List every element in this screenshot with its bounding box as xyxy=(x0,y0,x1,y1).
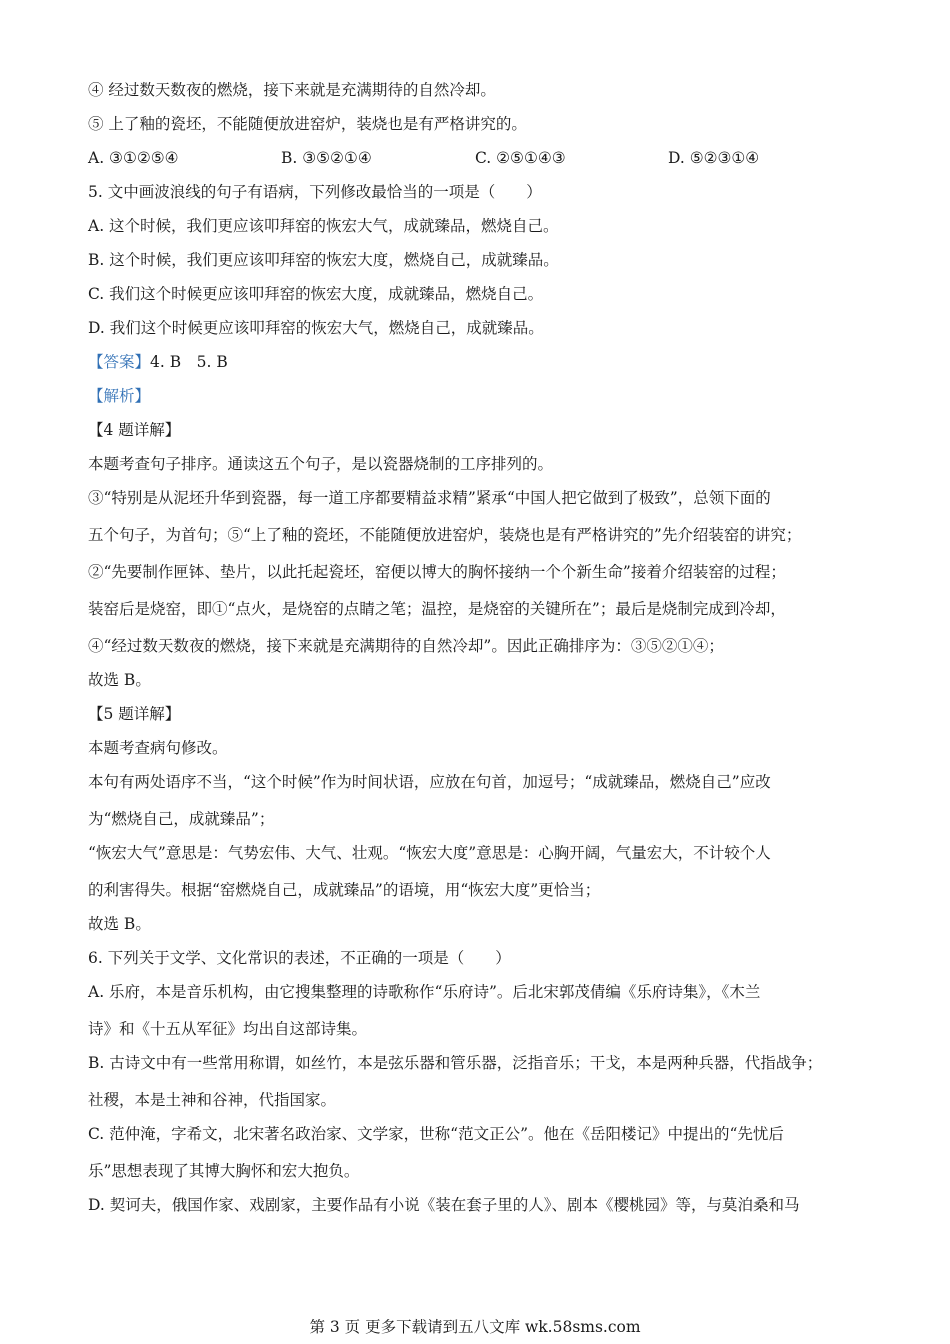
q5-detail-conclusion: 故选 B。 xyxy=(88,915,151,933)
analysis-tag: 【解析】 xyxy=(88,387,151,405)
q4-option-a: A. ③①②⑤④ xyxy=(88,149,179,167)
q6-option-c-cont: 乐”思想表现了其博大胸怀和宏大抱负。 xyxy=(88,1162,360,1180)
q4-option-d: D. ⑤②③①④ xyxy=(668,149,760,167)
q4-detail-line: ③“特别是从泥坯升华到瓷器，每一道工序都要精益求精”紧承“中国人把它做到了极致”，总领下面的 xyxy=(88,489,771,507)
q4-option-c: C. ②⑤①④③ xyxy=(475,149,566,167)
sentence-5: ⑤ 上了釉的瓷坯，不能随便放进窑炉，装烧也是有严格讲究的。 xyxy=(88,115,527,133)
q5-detail-line: “恢宏大气”意思是：气势宏伟、大气、壮观。“恢宏大度”意思是：心胸开阔，气量宏大，不计较个人 xyxy=(88,844,771,862)
q5-stem: 5. 文中画波浪线的句子有语病，下列修改最恰当的一项是（ ） xyxy=(88,183,542,201)
page-footer: 第 3 页 更多下载请到五八文库 wk.58sms.com xyxy=(309,1318,641,1336)
q4-detail-line: 五个句子，为首句；⑤“上了釉的瓷坯，不能随便放进窑炉，装烧也是有严格讲究的”先介绍装窑的讲究； xyxy=(88,526,802,544)
q5-option-d: D. 我们这个时候更应该叩拜窑的恢宏大气，燃烧自己，成就臻品。 xyxy=(88,319,544,337)
q5-detail-line: 本题考查病句修改。 xyxy=(88,739,228,757)
q4-detail-conclusion: 故选 B。 xyxy=(88,671,151,689)
q4-option-b: B. ③⑤②①④ xyxy=(281,149,372,167)
q4-detail-line: 装窑后是烧窑，即①“点火，是烧窑的点睛之笔；温控，是烧窑的关键所在”；最后是烧制完成到冷却， xyxy=(88,600,786,618)
q5-detail-line: 的利害得失。根据“窑燃烧自己，成就臻品”的语境，用“恢宏大度”更恰当； xyxy=(88,881,601,899)
answer-line xyxy=(88,351,228,373)
q6-option-b-cont: 社稷，本是土神和谷神，代指国家。 xyxy=(88,1091,337,1109)
q5-option-a: A. 这个时候，我们更应该叩拜窑的恢宏大气，成就臻品，燃烧自己。 xyxy=(88,217,559,235)
q6-option-d: D. 契诃夫，俄国作家、戏剧家，主要作品有小说《装在套子里的人》、剧本《樱桃园》等，与莫泊桑和马 xyxy=(88,1196,800,1214)
answer-tag: 【答案】 xyxy=(88,353,151,371)
answer-value: 4. B 5. B xyxy=(150,353,228,371)
q6-option-a-cont: 诗》和《十五从军征》均出自这部诗集。 xyxy=(88,1020,368,1038)
q4-detail-line: ②“先要制作匣钵、垫片，以此托起瓷坯，窑便以博大的胸怀接纳一个个新生命”接着介绍装窑的过程； xyxy=(88,563,786,581)
q5-option-b: B. 这个时候，我们更应该叩拜窑的恢宏大度，燃烧自己，成就臻品。 xyxy=(88,251,559,269)
q4-detail-line: 本题考查句子排序。通读这五个句子，是以瓷器烧制的工序排列的。 xyxy=(88,455,554,473)
q5-detail-heading: 【5 题详解】 xyxy=(88,705,181,723)
q6-option-a: A. 乐府，本是音乐机构，由它搜集整理的诗歌称作“乐府诗”。后北宋郭茂倩编《乐府诗集》，《木兰 xyxy=(88,983,761,1001)
q6-stem: 6. 下列关于文学、文化常识的表述，不正确的一项是（ ） xyxy=(88,949,511,967)
q5-detail-line: 为“燃烧自己，成就臻品”； xyxy=(88,810,275,828)
q6-option-b: B. 古诗文中有一些常用称谓，如丝竹，本是弦乐器和管乐器，泛指音乐；干戈，本是两种兵器，代指战争； xyxy=(88,1054,823,1072)
q5-detail-line: 本句有两处语序不当，“这个时候”作为时间状语，应放在句首，加逗号；“成就臻品，燃烧自己”应改 xyxy=(88,773,771,791)
q6-option-c: C. 范仲淹，字希文，北宋著名政治家、文学家，世称“范文正公”。他在《岳阳楼记》中提出的“先忧后 xyxy=(88,1125,784,1143)
q4-detail-line: ④“经过数天数夜的燃烧，接下来就是充满期待的自然冷却”。因此正确排序为：③⑤②①④； xyxy=(88,637,724,655)
sentence-4: ④ 经过数天数夜的燃烧，接下来就是充满期待的自然冷却。 xyxy=(88,81,496,99)
q5-option-c: C. 我们这个时候更应该叩拜窑的恢宏大度，成就臻品，燃烧自己。 xyxy=(88,285,544,303)
q4-detail-heading: 【4 题详解】 xyxy=(88,421,181,439)
